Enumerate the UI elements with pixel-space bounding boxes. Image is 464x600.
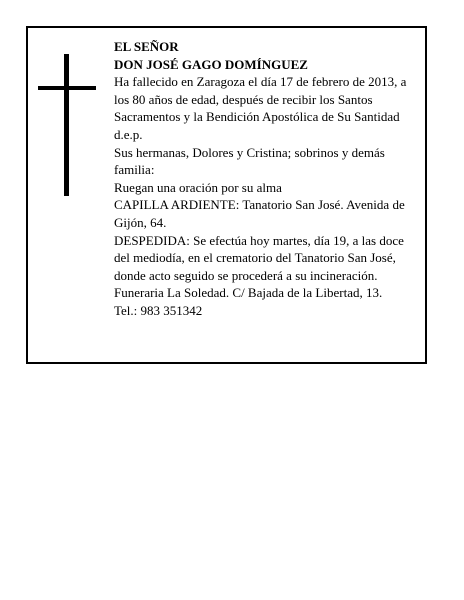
farewell-ceremony-info: DESPEDIDA: Se efectúa hoy martes, día 19, a las doce del mediodía, en el crematorio del Tanatorio San José, donde acto seguido se procederá a su incineración.	[114, 232, 404, 283]
death-announcement: Ha fallecido en Zaragoza el día 17 de febrero de 2013, a los 80 años de edad, después de recibir los Santos Sacramentos y la Bendición Apostólica de Su Santidad d.e.p.	[114, 74, 407, 142]
cross-horizontal-bar	[38, 86, 96, 90]
deceased-name: DON JOSÉ GAGO DOMÍNGUEZ	[114, 56, 308, 72]
family-mourners: Sus hermanas, Dolores y Cristina; sobrinos y demás familia:	[114, 144, 385, 178]
funeral-home-phone: Tel.: 983 351342	[114, 302, 203, 318]
cross-vertical-bar	[64, 54, 69, 196]
funeral-chapel-info: CAPILLA ARDIENTE: Tanatorio San José. Avenida de Gijón, 64.	[114, 197, 405, 230]
funeral-home-address: Funeraria La Soledad. C/ Bajada de la Libertad, 13.	[114, 285, 383, 301]
obituary-text	[114, 38, 422, 320]
heading-title: EL SEÑOR	[114, 39, 179, 54]
prayer-request: Ruegan una oración por su alma	[114, 179, 282, 195]
